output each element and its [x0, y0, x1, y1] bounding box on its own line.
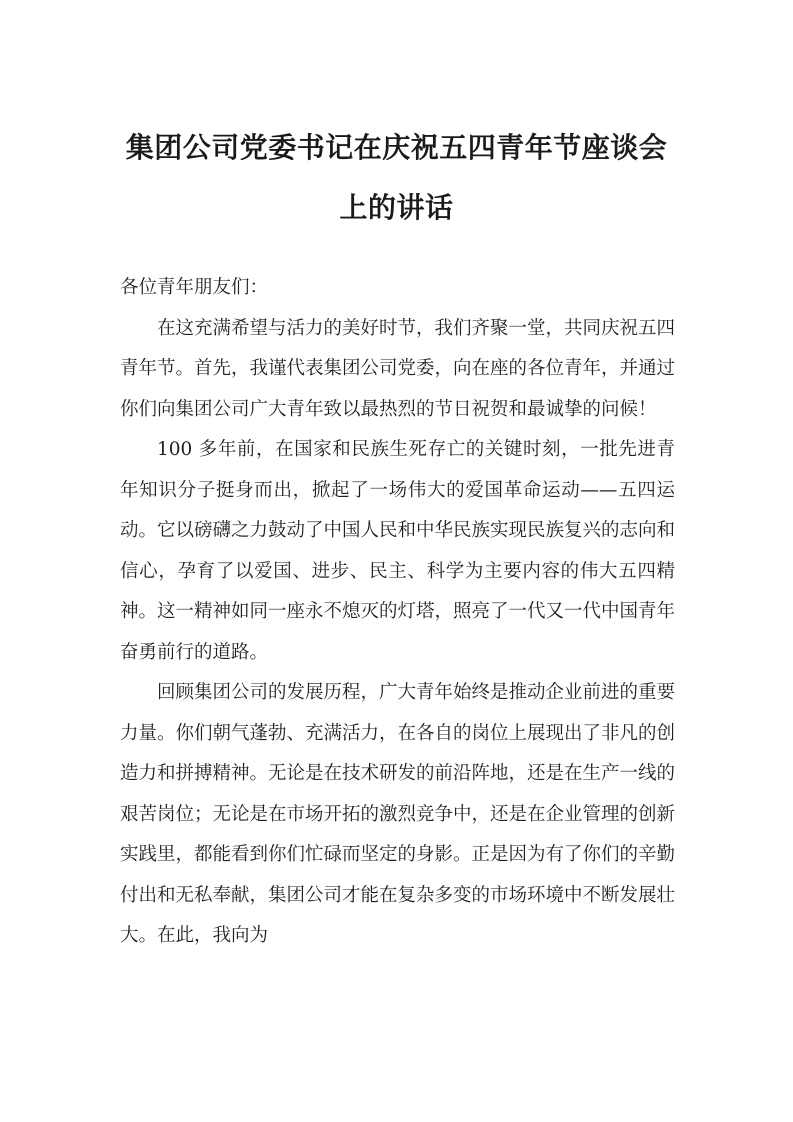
paragraph-3: 回顾集团公司的发展历程，广大青年始终是推动企业前进的重要力量。你们朝气蓬勃、充满活力，在各自的岗位上展现出了非凡的创造力和拼搏精神。无论是在技术研发的前沿阵地，还是在生产一线的艰苦岗位；无论是在市场开拓的激烈竞争中，还是在企业管理的创新实践里，都能看到你们忙碌而坚定的身影。正是因为有了你们的辛勤付出和无私奉献，集团公司才能在复杂多变的市场环境中不断发展壮大。在此，我向为	[120, 682, 676, 946]
salutation: 各位青年朋友们：	[120, 277, 269, 298]
document-title-line-2: 上的讲话	[339, 191, 454, 224]
document-body	[120, 268, 675, 957]
document-title-line-1: 集团公司党委书记在庆祝五四青年节座谈会	[125, 131, 668, 164]
paragraph-2: 100 多年前，在国家和民族生死存亡的关键时刻，一批先进青年知识分子挺身而出，掀起了一场伟大的爱国革命运动——五四运动。它以磅礴之力鼓动了中国人民和中华民族实现民族复兴的志向和信心，孕育了以爱国、进步、民主、科学为主要内容的伟大五四精神。这一精神如同一座永不熄灭的灯塔，照亮了一代又一代中国青年奋勇前行的道路。	[120, 439, 676, 663]
paragraph-1: 在这充满希望与活力的美好时节，我们齐聚一堂，共同庆祝五四青年节。首先，我谨代表集团公司党委，向在座的各位青年，并通过你们向集团公司广大青年致以最热烈的节日祝贺和最诚挚的问候！	[120, 317, 676, 420]
